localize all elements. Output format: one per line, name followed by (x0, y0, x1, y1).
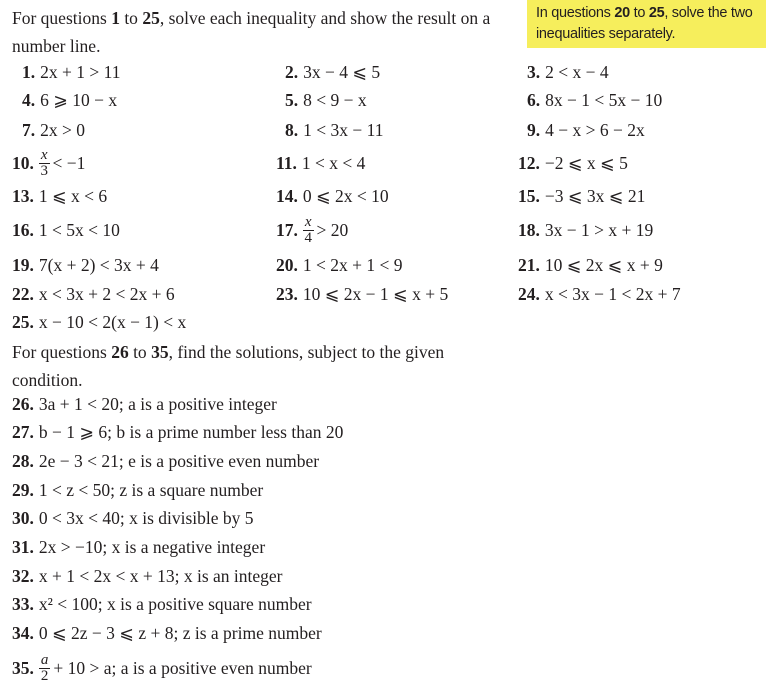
question-expression: 1 < 2x + 1 < 9 (302, 254, 403, 275)
question-number: 20. (276, 254, 298, 275)
question-expression: x + 1 < 2x < x + 13; x is an integer (38, 565, 283, 586)
question-expression: 10 ⩽ 2x − 1 ⩽ x + 5 (302, 283, 449, 304)
question-25 (12, 308, 186, 336)
question-number: 4. (22, 89, 36, 110)
question-11 (276, 149, 365, 177)
question-1 (22, 58, 120, 86)
question-8 (285, 116, 383, 144)
instructions-1: For questions 1 to 25, solve each inequality and show the result on a number line. (12, 8, 491, 56)
question-expression: 1 < 3x − 11 (303, 119, 384, 140)
question-number: 7. (22, 119, 36, 140)
question-24 (518, 280, 681, 308)
question-expression: 0 ⩽ 2z − 3 ⩽ z + 8; z is a prime number (38, 622, 322, 643)
question-expression: 0 ⩽ 2x < 10 (302, 185, 389, 206)
question-number: 8. (285, 119, 299, 140)
question-number: 13. (12, 185, 34, 206)
question-number: 3. (527, 61, 541, 82)
question-15 (518, 182, 645, 210)
question-14 (276, 182, 389, 210)
question-number: 26. (12, 393, 34, 414)
question-expression: 1 < z < 50; z is a square number (38, 479, 264, 500)
question-number: 28. (12, 450, 34, 471)
question-number: 33. (12, 593, 34, 614)
question-expression: −3 ⩽ 3x ⩽ 21 (544, 185, 646, 206)
question-number: 15. (518, 185, 540, 206)
question-35 (12, 651, 312, 684)
question-expression: 2e − 3 < 21; e is a positive even number (38, 450, 320, 471)
question-33 (12, 590, 312, 618)
question-number: 21. (518, 254, 540, 275)
question-expression: x² < 100; x is a positive square number (38, 593, 312, 614)
question-expression: b − 1 ⩾ 6; b is a prime number less than 20 (38, 421, 344, 442)
question-29 (12, 476, 263, 504)
fraction-denominator: 3 (40, 162, 48, 179)
fraction-denominator: 2 (40, 667, 49, 684)
question-number: 19. (12, 254, 34, 275)
question-number: 24. (518, 283, 540, 304)
question-21 (518, 251, 663, 279)
question-26 (12, 390, 277, 418)
question-expression: 1 < x < 4 (301, 152, 366, 173)
question-10 (12, 146, 86, 179)
question-9 (527, 116, 645, 144)
question-number: 18. (518, 219, 540, 240)
question-expression: 2x + 1 > 11 (40, 61, 121, 82)
question-16 (12, 216, 120, 244)
question-7 (22, 116, 85, 144)
question-22 (12, 280, 175, 308)
question-number: 2. (285, 61, 299, 82)
question-number: 6. (527, 89, 541, 110)
question-20 (276, 251, 402, 279)
question-18 (518, 216, 653, 244)
question-expression: 4 − x > 6 − 2x (545, 119, 645, 140)
question-number: 5. (285, 89, 299, 110)
question-expression: 10 ⩽ 2x ⩽ x + 9 (544, 254, 663, 275)
question-13 (12, 182, 107, 210)
question-expression: 2x > −10; x is a negative integer (38, 536, 266, 557)
question-number: 34. (12, 622, 34, 643)
question-expression: + 10 > a; a is a positive even number (53, 657, 312, 678)
question-30 (12, 504, 254, 532)
question-expression: > 20 (316, 219, 349, 240)
fraction (303, 215, 314, 246)
question-expression: 3x − 1 > x + 19 (544, 219, 654, 240)
question-expression: 8 < 9 − x (303, 89, 367, 110)
question-number: 9. (527, 119, 541, 140)
question-2 (285, 58, 380, 86)
question-number: 11. (276, 152, 297, 173)
question-12 (518, 149, 628, 177)
question-expression: 1 < 5x < 10 (38, 219, 120, 240)
question-number: 14. (276, 185, 298, 206)
fraction-denominator: 4 (304, 229, 312, 246)
fraction-numerator: x (40, 146, 48, 163)
question-number: 12. (518, 152, 540, 173)
question-27 (12, 418, 343, 446)
question-23 (276, 280, 448, 308)
question-number: 32. (12, 565, 34, 586)
question-number: 10. (12, 152, 34, 173)
question-number: 16. (12, 219, 34, 240)
question-number: 30. (12, 507, 34, 528)
question-expression: 3x − 4 ⩽ 5 (303, 61, 381, 82)
question-17 (276, 213, 349, 246)
question-number: 23. (276, 283, 298, 304)
question-19 (12, 251, 159, 279)
question-6 (527, 86, 662, 114)
question-number: 1. (22, 61, 36, 82)
question-number: 29. (12, 479, 34, 500)
question-expression: 0 < 3x < 40; x is divisible by 5 (38, 507, 254, 528)
fraction (39, 148, 50, 179)
question-expression: 7(x + 2) < 3x + 4 (38, 254, 159, 275)
question-expression: 6 ⩾ 10 − x (40, 89, 118, 110)
question-number: 22. (12, 283, 34, 304)
question-4 (22, 86, 117, 114)
question-expression: 8x − 1 < 5x − 10 (545, 89, 663, 110)
question-expression: 2 < x − 4 (545, 61, 609, 82)
question-expression: x < 3x − 1 < 2x + 7 (544, 283, 681, 304)
hint-callout: In questions 20 to 25, solve the two inequalities separately. (527, 0, 766, 48)
question-34 (12, 619, 322, 647)
question-expression: 1 ⩽ x < 6 (38, 185, 108, 206)
question-expression: x < 3x + 2 < 2x + 6 (38, 283, 175, 304)
question-number: 35. (12, 657, 34, 678)
question-31 (12, 533, 265, 561)
question-expression: 2x > 0 (40, 119, 85, 140)
instructions-2: For questions 26 to 35, find the solutions, subject to the given condition. (12, 342, 445, 390)
question-32 (12, 562, 283, 590)
fraction (39, 653, 51, 684)
fraction-numerator: x (304, 213, 312, 230)
question-expression: 3a + 1 < 20; a is a positive integer (38, 393, 277, 414)
question-expression: < −1 (52, 152, 86, 173)
question-expression: x − 10 < 2(x − 1) < x (38, 311, 187, 332)
question-number: 25. (12, 311, 34, 332)
question-5 (285, 86, 367, 114)
question-3 (527, 58, 609, 86)
question-number: 31. (12, 536, 34, 557)
fraction-numerator: a (40, 651, 49, 668)
question-number: 27. (12, 421, 34, 442)
question-number: 17. (276, 219, 298, 240)
question-28 (12, 447, 319, 475)
question-expression: −2 ⩽ x ⩽ 5 (544, 152, 628, 173)
